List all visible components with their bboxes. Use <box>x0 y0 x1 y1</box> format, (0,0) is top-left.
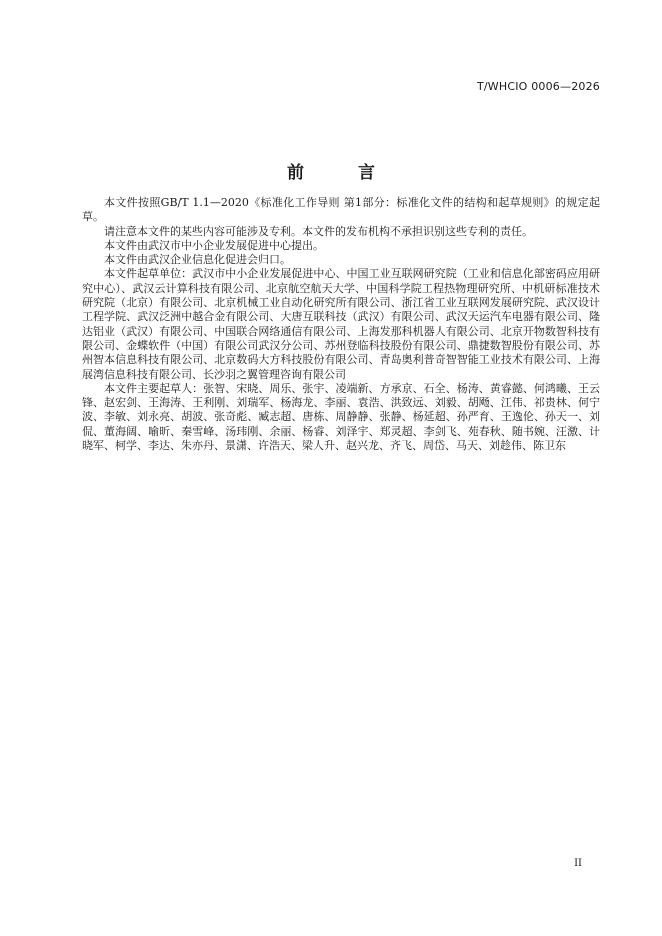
paragraph-drafting-units: 本文件起草单位：武汉市中小企业发展促进中心、中国工业互联网研究院（工业和信息化部密码应用研究中心）、武汉云计算科技有限公司、北京航空航天大学、中国科学院工程热物理研究所、中机研标准技术研究院（北京）有限公司、北京机械工业自动化研究所有限公司、浙江省工业互联网发展研究院、武汉设计工程学院、武汉泛洲中越合金有限公司、大唐互联科技（武汉）有限公司、武汉天运汽车电器有限公司、隆达铝业（武汉）有限公司、中国联合网络通信有限公司、上海发那科机器人有限公司、北京开物数智科技有限公司、金蝶软件（中国）有限公司武汉分公司、苏州登临科技股份有限公司、鼎捷数智股份有限公司、苏州智本信息科技有限公司、北京数码大方科技股份有限公司、青岛奥利普奇智智能工业技术有限公司、上海展湾信息科技有限公司、长沙羽之翼管理咨询有限公司 <box>82 267 600 381</box>
foreword-body <box>82 196 600 453</box>
standard-code: T/WHCIO 0006—2026 <box>476 80 600 93</box>
paragraph-proposer: 本文件由武汉市中小企业发展促进中心提出。 <box>104 238 324 252</box>
page-title: 前 言 <box>287 163 399 183</box>
paragraph-governing-body: 本文件由武汉企业信息化促进会归口。 <box>104 253 291 267</box>
paragraph-drafting-rules: 本文件按照GB/T 1.1—2020《标准化工作导则 第1部分：标准化文件的结构和起草规则》的规定起草。 <box>82 196 600 224</box>
paragraph-drafters: 本文件主要起草人：张智、宋晓、周乐、张宇、凌端新、方承京、石全、杨涛、黄睿懿、何鸿曦、王云锋、赵宏剑、王海涛、王利刚、刘瑞军、杨海龙、李丽、袁浩、洪致远、刘毅、胡飏、江伟、祁贵林、何宁波、李敏、刘永亮、胡波、张奇彪、臧志超、唐栋、周静静、张静、杨延超、孙严育、王逸伦、孙天一、刘侃、董海阔、喻昕、秦雪峰、汤玮刚、余丽、杨睿、刘泽宇、郑灵超、李剑飞、苑春秋、随书婉、汪激、计晓军、柯学、李达、朱亦丹、景潇、许浩天、梁人升、赵兴龙、齐飞、周岱、马天、刘趁伟、陈卫东 <box>82 381 600 453</box>
page-number: II <box>574 858 582 869</box>
paragraph-patent-notice: 请注意本文件的某些内容可能涉及专利。本文件的发布机构不承担识别这些专利的责任。 <box>104 224 533 238</box>
